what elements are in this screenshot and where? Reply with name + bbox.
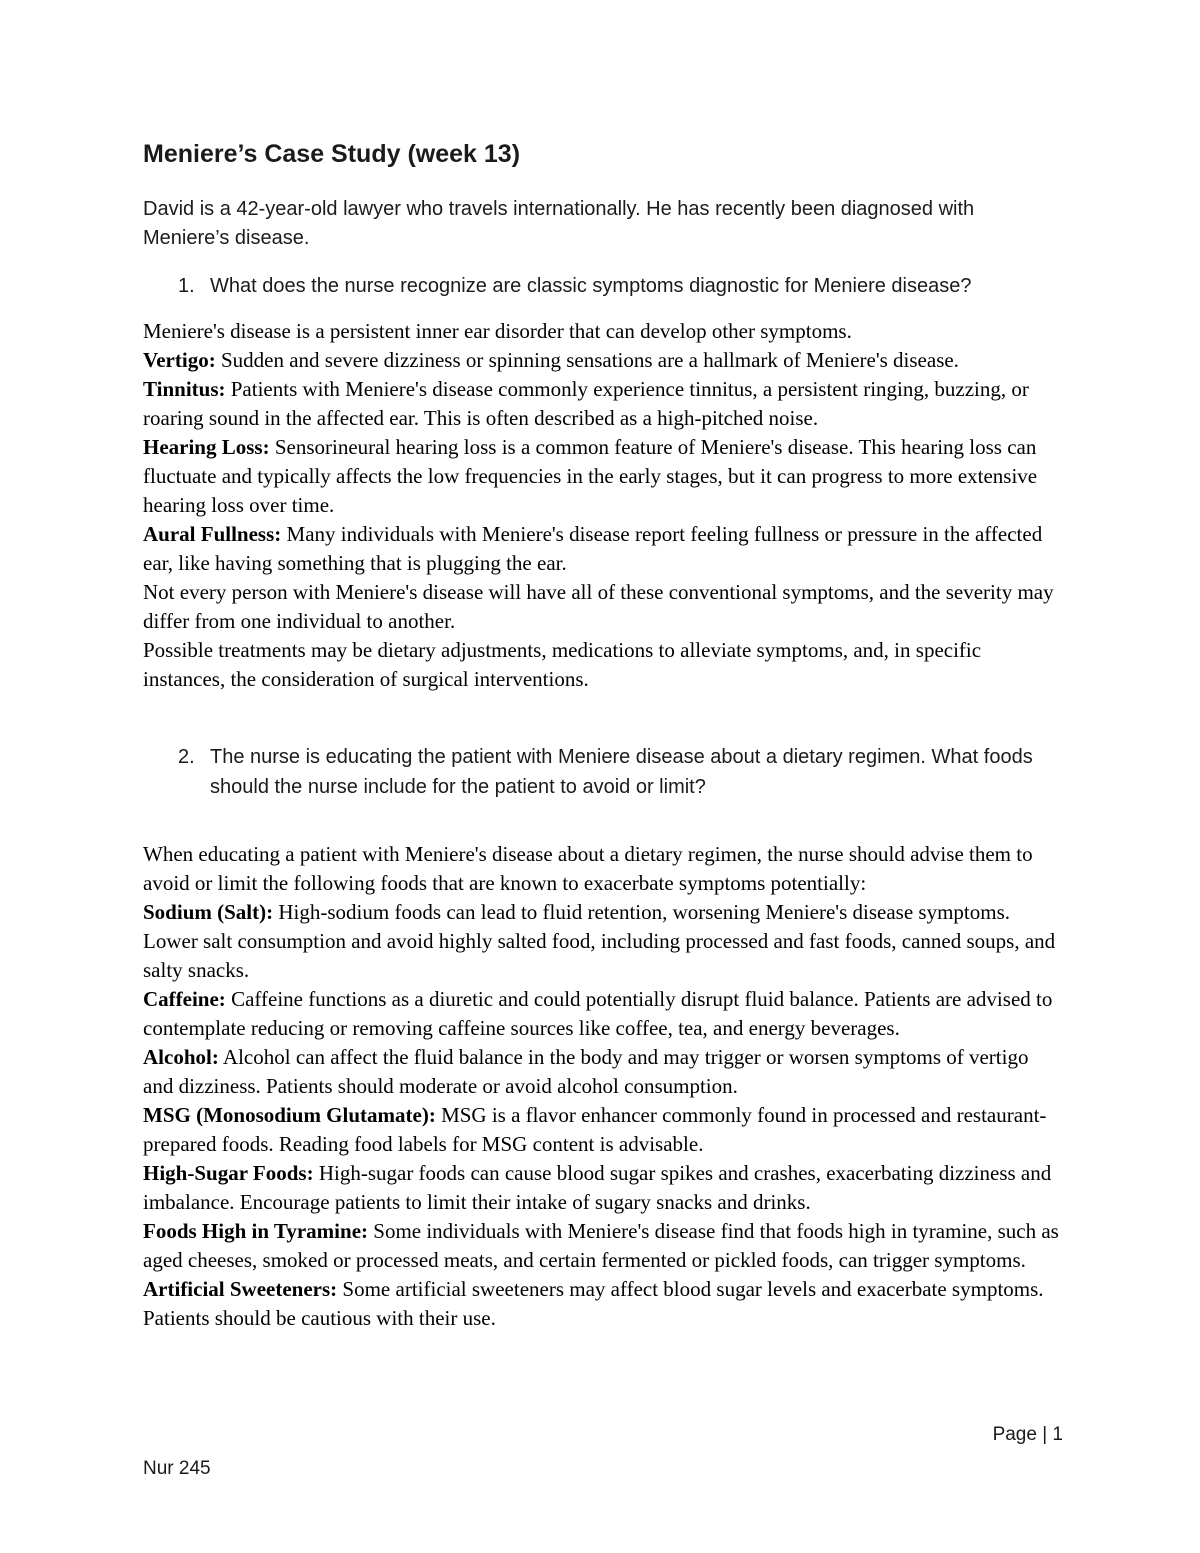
question-1-number: 1. bbox=[178, 275, 195, 297]
course-code-label: Nur 245 bbox=[143, 1458, 211, 1479]
answer-paragraph bbox=[143, 985, 1063, 1043]
question-1-text: What does the nurse recognize are classic symptoms diagnostic for Meniere disease? bbox=[210, 275, 972, 297]
question-1 bbox=[178, 271, 1063, 301]
paragraph-lead: MSG (Monosodium Glutamate): bbox=[143, 1103, 436, 1127]
answer-paragraph bbox=[143, 578, 1063, 636]
paragraph-lead: Hearing Loss: bbox=[143, 435, 270, 459]
paragraph-text: Some individuals with Meniere's disease find that foods high in tyramine, such as aged cheeses, smoked or processed meats, and certain fermented or pickled foods, can trigger symptoms. bbox=[143, 1219, 1059, 1272]
answer-paragraph bbox=[143, 636, 1063, 694]
page-title: Meniere’s Case Study (week 13) bbox=[143, 140, 521, 168]
paragraph-lead: Foods High in Tyramine: bbox=[143, 1219, 369, 1243]
paragraph-text: MSG is a flavor enhancer commonly found in processed and restaurant-prepared foods. Reading food labels for MSG content is advisable. bbox=[143, 1103, 1047, 1156]
answer-paragraph bbox=[143, 1043, 1063, 1101]
answer-paragraph bbox=[143, 520, 1063, 578]
paragraph-text: Not every person with Meniere's disease will have all of these conventional symptoms, and the severity may differ from one individual to another. bbox=[143, 580, 1054, 633]
answer-paragraph bbox=[143, 1101, 1063, 1159]
paragraph-text: Many individuals with Meniere's disease report feeling fullness or pressure in the affected ear, like having something that is plugging the ear. bbox=[143, 522, 1043, 575]
paragraph-lead: Vertigo: bbox=[143, 348, 216, 372]
question-2-number: 2. bbox=[178, 746, 195, 768]
paragraph-text: Alcohol can affect the fluid balance in the body and may trigger or worsen symptoms of vertigo and dizziness. Patients should moderate or avoid alcohol consumption. bbox=[143, 1045, 1029, 1098]
answer-paragraph bbox=[143, 1275, 1063, 1333]
answer-paragraph bbox=[143, 1159, 1063, 1217]
paragraph-text: Possible treatments may be dietary adjustments, medications to alleviate symptoms, and, in specific instances, the consideration of surgical interventions. bbox=[143, 638, 982, 691]
paragraph-lead: Alcohol: bbox=[143, 1045, 219, 1069]
paragraph-lead: High-Sugar Foods: bbox=[143, 1161, 314, 1185]
paragraph-text: High-sodium foods can lead to fluid retention, worsening Meniere's disease symptoms. Lower salt consumption and avoid highly salted food, including processed and fast foods, canned soups, and salty snacks. bbox=[143, 900, 1056, 982]
paragraph-lead: Artificial Sweeteners: bbox=[143, 1277, 338, 1301]
question-2-text: The nurse is educating the patient with Meniere disease about a dietary regimen. What foods should the nurse include for the patient to avoid or limit? bbox=[210, 746, 1033, 798]
answer-1 bbox=[143, 317, 1063, 694]
paragraph-text: When educating a patient with Meniere's disease about a dietary regimen, the nurse should advise them to avoid or limit the following foods that are known to exacerbate symptoms potentially: bbox=[143, 842, 1033, 895]
paragraph-lead: Aural Fullness: bbox=[143, 522, 282, 546]
answer-paragraph bbox=[143, 898, 1063, 985]
page-number-label: Page | 1 bbox=[992, 1424, 1063, 1445]
answer-paragraph bbox=[143, 317, 1063, 346]
answer-paragraph bbox=[143, 375, 1063, 433]
paragraph-lead: Caffeine: bbox=[143, 987, 226, 1011]
intro-paragraph: David is a 42-year-old lawyer who travels internationally. He has recently been diagnosed with Meniere’s disease. bbox=[143, 198, 975, 249]
answer-paragraph bbox=[143, 346, 1063, 375]
paragraph-text: Patients with Meniere's disease commonly experience tinnitus, a persistent ringing, buzzing, or roaring sound in the affected ear. This is often described as a high-pitched noise. bbox=[143, 377, 1029, 430]
paragraph-text: Sensorineural hearing loss is a common feature of Meniere's disease. This hearing loss can fluctuate and typically affects the low frequencies in the early stages, but it can progress to more extensive hearing loss over time. bbox=[143, 435, 1038, 517]
paragraph-text: High-sugar foods can cause blood sugar spikes and crashes, exacerbating dizziness and imbalance. Encourage patients to limit their intake of sugary snacks and drinks. bbox=[143, 1161, 1052, 1214]
question-2 bbox=[178, 742, 1063, 802]
paragraph-lead: Sodium (Salt): bbox=[143, 900, 274, 924]
paragraph-text: Some artificial sweeteners may affect blood sugar levels and exacerbate symptoms. Patients should be cautious with their use. bbox=[143, 1277, 1044, 1330]
answer-paragraph bbox=[143, 1217, 1063, 1275]
answer-paragraph bbox=[143, 840, 1063, 898]
paragraph-text: Sudden and severe dizziness or spinning sensations are a hallmark of Meniere's disease. bbox=[220, 348, 959, 372]
answer-2 bbox=[143, 840, 1063, 1333]
paragraph-text: Meniere's disease is a persistent inner ear disorder that can develop other symptoms. bbox=[143, 319, 852, 343]
paragraph-text: Caffeine functions as a diuretic and could potentially disrupt fluid balance. Patients are advised to contemplate reducing or removing caffeine sources like coffee, tea, and energy beverages. bbox=[143, 987, 1053, 1040]
answer-paragraph bbox=[143, 433, 1063, 520]
paragraph-lead: Tinnitus: bbox=[143, 377, 226, 401]
